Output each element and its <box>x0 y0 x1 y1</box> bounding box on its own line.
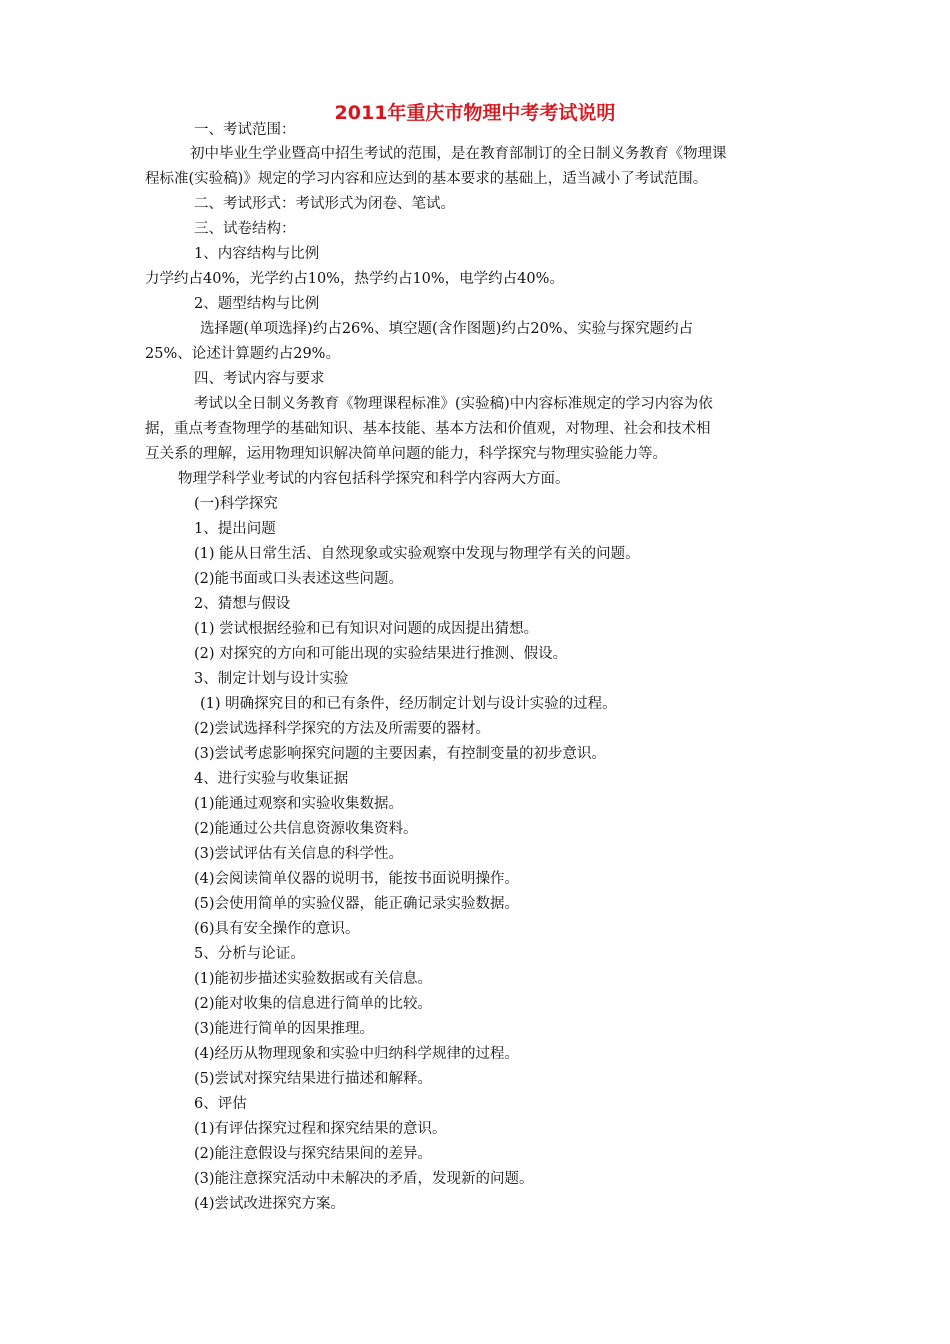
document-line: (1) 明确探究目的和已有条件，经历制定计划与设计实验的过程。 <box>200 696 617 712</box>
document-line: (2)能注意假设与探究结果间的差异。 <box>194 1146 433 1162</box>
document-line: (3)尝试考虑影响探究问题的主要因素，有控制变量的初步意识。 <box>194 746 607 762</box>
document-line: (4)会阅读简单仪器的说明书，能按书面说明操作。 <box>194 871 520 887</box>
document-line: (2)能书面或口头表述这些问题。 <box>194 571 404 587</box>
document-line: 互关系的理解，运用物理知识解决简单问题的能力，科学探究与物理实验能力等。 <box>145 446 667 462</box>
document-line: 物理学科学业考试的内容包括科学探究和科学内容两大方面。 <box>178 471 570 487</box>
document-line: 据，重点考查物理学的基础知识、基本技能、基本方法和价值观，对物理、社会和技术相 <box>145 421 711 437</box>
document-line: (3)尝试评估有关信息的科学性。 <box>194 846 404 862</box>
document-line: 选择题(单项选择)约占26%、填空题(含作图题)约占20%、实验与探究题约占 <box>200 321 694 337</box>
document-line: (5)尝试对探究结果进行描述和解释。 <box>194 1071 433 1087</box>
document-line: (5)会使用简单的实验仪器，能正确记录实验数据。 <box>194 896 520 912</box>
document-line: 二、考试形式：考试形式为闭卷、笔试。 <box>194 196 455 212</box>
document-line: 考试以全日制义务教育《物理课程标准》(实验稿)中内容标准规定的学习内容为依 <box>194 396 713 412</box>
document-line: 4、进行实验与收集证据 <box>194 771 349 787</box>
document-line: (4)尝试改进探究方案。 <box>194 1196 346 1212</box>
document-line: 一、考试范围： <box>194 122 296 138</box>
document-line: (一)科学探究 <box>194 496 278 512</box>
document-line: 三、试卷结构： <box>194 221 296 237</box>
document-line: (3)能进行简单的因果推理。 <box>194 1021 375 1037</box>
document-line: 25%、论述计算题约占29%。 <box>145 346 340 362</box>
document-line: (1)能通过观察和实验收集数据。 <box>194 796 404 812</box>
document-line: 初中毕业生学业暨高中招生考试的范围，是在教育部制订的全日制义务教育《物理课 <box>190 146 727 162</box>
document-line: 5、分析与论证。 <box>194 946 305 962</box>
document-line: (2)能对收集的信息进行简单的比较。 <box>194 996 433 1012</box>
document-line: 四、考试内容与要求 <box>194 371 325 387</box>
document-title: 2011年重庆市物理中考考试说明 <box>334 102 616 124</box>
document-line: 力学约占40%，光学约占10%，热学约占10%，电学约占40%。 <box>145 271 564 287</box>
document-line: (1)能初步描述实验数据或有关信息。 <box>194 971 433 987</box>
document-line: (1) 能从日常生活、自然现象或实验观察中发现与物理学有关的问题。 <box>194 546 640 562</box>
document-line: (2)能通过公共信息资源收集资料。 <box>194 821 418 837</box>
document-line: 1、内容结构与比例 <box>194 246 320 262</box>
document-line: 2、猜想与假设 <box>194 596 291 612</box>
document-line: 2、题型结构与比例 <box>194 296 320 312</box>
document-line: 6、评估 <box>194 1096 247 1112</box>
document-line: 程标准(实验稿)》规定的学习内容和应达到的基本要求的基础上，适当减小了考试范围。 <box>145 171 708 187</box>
document-line: (4)经历从物理现象和实验中归纳科学规律的过程。 <box>194 1046 520 1062</box>
document-line: (2) 对探究的方向和可能出现的实验结果进行推测、假设。 <box>194 646 568 662</box>
document-line: (2)尝试选择科学探究的方法及所需要的器材。 <box>194 721 491 737</box>
document-line: 3、制定计划与设计实验 <box>194 671 349 687</box>
document-line: 1、提出问题 <box>194 521 276 537</box>
document-line: (3)能注意探究活动中未解决的矛盾，发现新的问题。 <box>194 1171 534 1187</box>
document-line: (1) 尝试根据经验和已有知识对问题的成因提出猜想。 <box>194 621 539 637</box>
document-line: (1)有评估探究过程和探究结果的意识。 <box>194 1121 447 1137</box>
document-line: (6)具有安全操作的意识。 <box>194 921 360 937</box>
